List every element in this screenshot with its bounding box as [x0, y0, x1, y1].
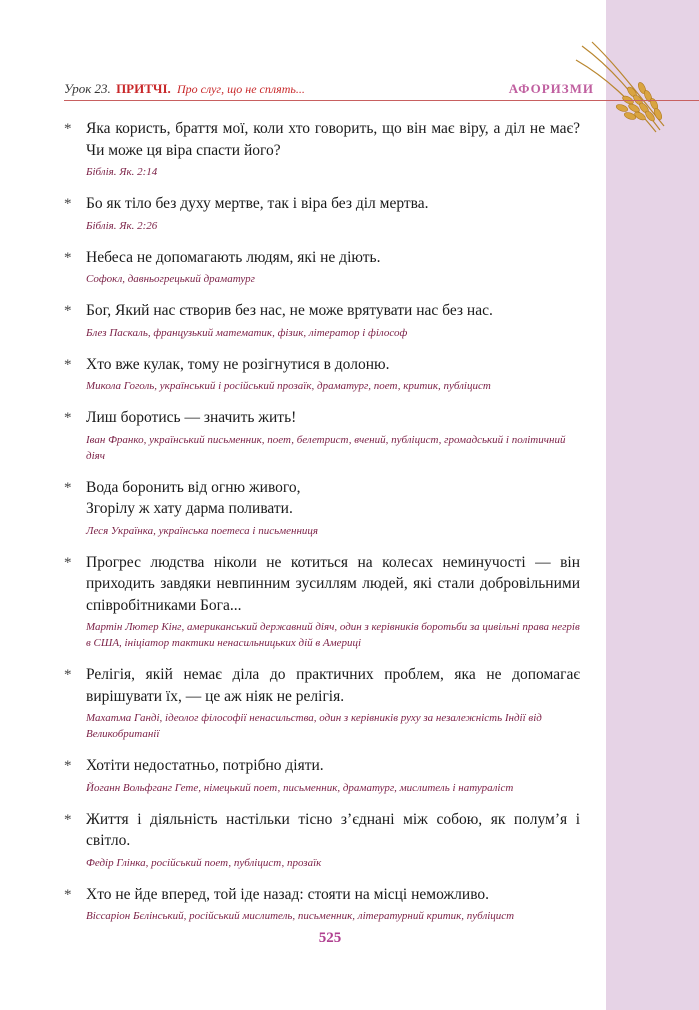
bullet-star: *: [64, 811, 72, 828]
header-rule: [64, 100, 699, 101]
aphorism-item: [64, 664, 580, 742]
aphorism-item: [64, 477, 580, 539]
aphorism-quote: Лиш боротись — значить жить!: [86, 409, 297, 426]
aphorism-list: [64, 118, 580, 937]
bullet-star: *: [64, 356, 72, 373]
page-number: 525: [318, 930, 342, 946]
aphorism-item: [64, 407, 580, 464]
aphorism-item: [64, 354, 580, 395]
aphorism-quote: Вода боронить від огню живого, Згорілу ж хату дарма поливати.: [86, 478, 301, 517]
lesson-subtitle: Про слуг, що не сплять...: [177, 82, 305, 96]
bullet-star: *: [64, 479, 72, 496]
aphorism-item: [64, 884, 580, 925]
lesson-number: Урок 23.: [64, 81, 111, 96]
bullet-star: *: [64, 758, 72, 774]
aphorism-author: Біблія. Як. 2:14: [86, 166, 158, 178]
aphorism-item: [64, 552, 580, 652]
aphorism-quote: Релігія, якій немає діла до практичних проблем, яка не допомагає вирішувати їх, — це аж ніяк не релігія.: [86, 666, 580, 705]
bullet-star: *: [64, 303, 72, 319]
aphorism-author: Іван Франко, український письменник, поет, белетрист, вчений, публіцист, громадський і політичний діяч: [86, 433, 566, 462]
aphorism-author: Микола Гоголь, український і російський прозаїк, драматург, поет, критик, публіцист: [86, 380, 491, 392]
page-header: [64, 80, 594, 98]
aphorism-item: [64, 193, 580, 234]
aphorism-item: [64, 809, 580, 871]
side-strip: [606, 0, 699, 1010]
aphorism-author: Йоганн Вольфганг Гете, німецький поет, письменник, драматург, мислитель і натураліст: [86, 781, 514, 794]
aphorism-author: Махатма Ганді, ідеолог філософії ненасильства, один з керівників руху за незалежність Індії від Великобританії: [86, 712, 542, 740]
aphorism-author: Блез Паскаль, французький математик, фізик, літератор і філософ: [86, 326, 408, 339]
aphorism-quote: Хто не йде вперед, той іде назад: стояти на місці неможливо.: [86, 885, 490, 903]
section-title: АФОРИЗМИ: [508, 81, 594, 96]
aphorism-author: Леся Українка, українська поетеса і письменниця: [86, 524, 319, 537]
aphorism-author: Віссаріон Бєлінський, російський мислитель, письменник, літературний критик, публіцист: [86, 910, 515, 922]
bullet-star: *: [64, 554, 72, 571]
aphorism-quote: Небеса не допомагають людям, які не діють.: [86, 248, 381, 266]
aphorism-item: [64, 247, 580, 288]
aphorism-author: Софокл, давньогрецький драматург: [86, 273, 255, 285]
aphorism-quote: Бог, Який нас створив без нас, не може врятувати нас без нас.: [86, 302, 493, 319]
aphorism-item: [64, 118, 580, 180]
aphorism-author: Біблія. Як. 2:26: [86, 219, 158, 232]
bullet-star: *: [64, 121, 72, 137]
aphorism-item: [64, 300, 580, 341]
bullet-star: *: [64, 410, 72, 426]
aphorism-author: Федір Глінка, російський поет, публіцист, прозаїк: [86, 856, 322, 869]
aphorism-quote: Життя і діяльність настільки тісно з’єднані між собою, як полум’я і світло.: [86, 810, 580, 849]
lesson-topic: ПРИТЧІ.: [116, 81, 171, 96]
bullet-star: *: [64, 886, 72, 903]
aphorism-quote: Хотіти недостатньо, потрібно діяти.: [86, 757, 324, 774]
aphorism-quote: Бо як тіло без духу мертве, так і віра без діл мертва.: [86, 195, 429, 212]
aphorism-quote: Прогрес людства ніколи не котиться на колесах неминучості — він приходить завдяки невпинним зусиллям людей, які стали добровільними співробітниками Бога...: [86, 553, 580, 614]
bullet-star: *: [64, 196, 72, 212]
aphorism-quote: Яка користь, браття мої, коли хто говорить, що він має віру, а діл не має? Чи може ця віра спасти його?: [86, 120, 580, 159]
bullet-star: *: [64, 249, 72, 266]
aphorism-item: [64, 755, 580, 796]
aphorism-author: Мартін Лютер Кінг, американський державний діяч, один з керівників боротьби за цивільні права негрів в США, ініціатор тактики ненасильницьких дій в Америці: [86, 621, 580, 649]
aphorism-quote: Хто вже кулак, тому не розігнутися в долоню.: [86, 355, 390, 373]
bullet-star: *: [64, 667, 72, 683]
